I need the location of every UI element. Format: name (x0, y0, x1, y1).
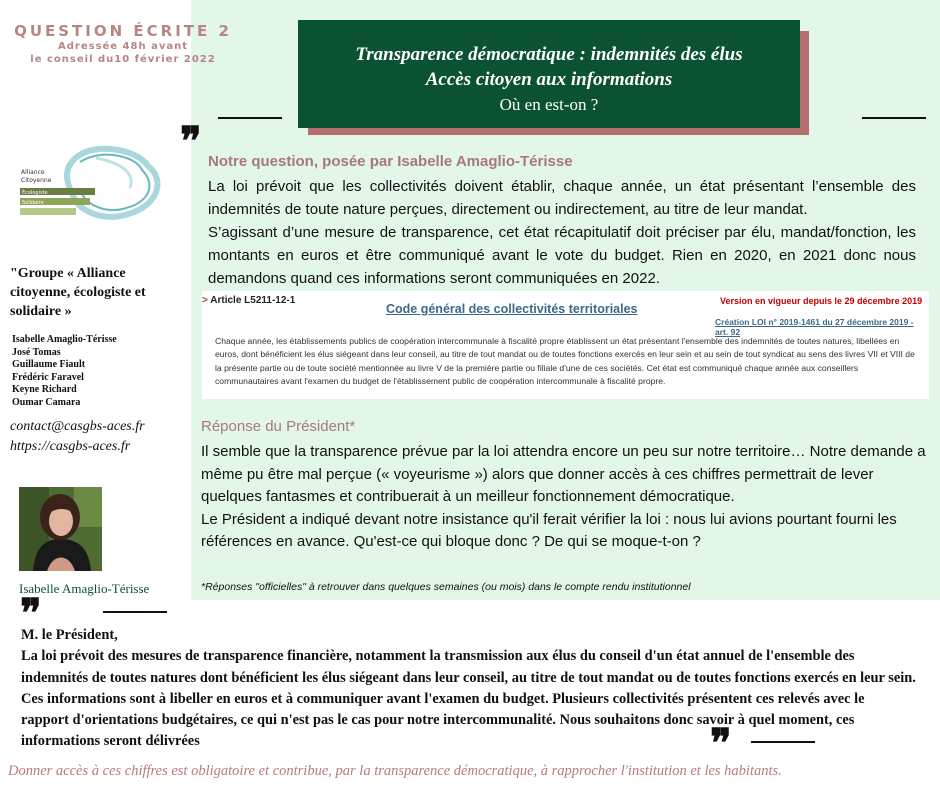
letter-rule-top (103, 611, 167, 613)
members-list (12, 334, 182, 409)
code-version: Version en vigueur depuis le 29 décembre 2019 (720, 296, 923, 306)
code-title[interactable]: Code général des collectivités territoriales (386, 302, 638, 316)
member-name: Oumar Camara (12, 396, 81, 408)
contact-email[interactable]: contact@casgbs-aces.fr (10, 419, 145, 434)
code-text: Chaque année, les établissements publics de coopération intercommunale à fiscalité propre établissent un état présentant l'ensemble des indemnités de toutes natures, libellées en euros, dont bénéficient les élus siégeant dans leur conseil, au titre de tout mandat ou de toutes fonctions exercés en leur sein et au sein de tout syndicat au sens des livres VII et VIII de la présente partie ou de toute société mentionnée au livre V de la première partie ou filiale d'une de ces sociétés. Cet état est communiqué chaque année aux conseillers communautaires avant l'examen du budget de l'établissement public de coopération intercommunale à fiscalité propre. (215, 336, 915, 386)
code-excerpt (202, 291, 929, 399)
member-name: José Tomas (12, 346, 61, 358)
member-name: Frédéric Faravel (12, 371, 84, 383)
question-heading: Notre question, posée par Isabelle Amaglio-Térisse (208, 153, 573, 170)
footer-statement: Donner accès à ces chiffres est obligatoire et contribue, par la transparence démocratique, à rapprocher l'institution et les habitants. (8, 763, 782, 779)
question-subtitle-1: Adressée 48h avant (58, 41, 188, 52)
article-number: Article L5211-12-1 (210, 295, 296, 306)
letter-text (21, 625, 916, 753)
title-line-1: Transparence démocratique : indemnités des élus (355, 44, 743, 65)
member-name: Keyne Richard (12, 384, 77, 395)
title-rule-left (218, 117, 282, 119)
response-body (201, 441, 929, 554)
question-paragraph: S’agissant d’une mesure de transparence, cet état récapitulatif doit préciser par élu, mandat/fonction, les montants en euros et être communiqué avant le vote du budget. Rien en 2020, en 2021 donc nous demandons quand ces informations seront communiquées en 2022. (208, 224, 916, 287)
logo-map-icon (18, 140, 168, 225)
logo-word-1: Alliance (21, 169, 45, 176)
code-article (202, 295, 295, 306)
group-name: "Groupe « Alliance citoyenne, écologiste et solidaire » (10, 266, 146, 319)
quote-icon: ❞ (710, 721, 732, 766)
response-paragraph: Il semble que la transparence prévue par la loi attendra encore un peu sur notre territoire… Notre demande a même pu être mal perçue (« voyeurisme ») alors que donner accès à ces chiffres permettrait de lever quelques fantasmes et contribuerait à un meilleur fonctionnement démocratique. (201, 443, 926, 506)
photo-caption: Isabelle Amaglio-Térisse (19, 581, 150, 596)
member-name: Isabelle Amaglio-Térisse (12, 334, 117, 345)
author-photo (19, 487, 102, 571)
title-line-3: Où en est-on ? (499, 95, 599, 114)
response-note: *Réponses "officielles" à retrouver dans quelques semaines (ou mois) dans le compte rendu institutionnel (201, 581, 691, 593)
portrait-image (19, 487, 102, 571)
question-subtitle-2: le conseil du10 février 2022 (30, 54, 216, 65)
contact-website[interactable]: https://casgbs-aces.fr (10, 439, 131, 454)
title-box (298, 20, 800, 128)
logo-word-2: Citoyenne (21, 177, 52, 184)
letter-body: La loi prévoit des mesures de transparence financière, notamment la transmission aux élus du conseil d'un état annuel de l'ensemble des indemnités de toutes natures dont bénéficient les élus siégeant dans leur conseil, au titre de tout mandat ou de toutes fonctions exercés en leur sein. Ces informations sont à libeller en euros et à communiquer avant l'examen du budget. Plusieurs collectivités présentent ces relevés avec le rapport d'orientations budgétaires, ce qui n'est pas le cas pour notre intercommunalité. Nous souhaitons donc savoir à quel moment, ces informations seront délivrées (21, 648, 916, 750)
question-label: QUESTION ÉCRITE 2 (14, 22, 232, 40)
contact-info (10, 417, 190, 457)
letter-rule-bottom (751, 741, 815, 743)
article-marker: > (202, 295, 208, 306)
letter-salutation: M. le Président, (21, 627, 118, 643)
response-paragraph: Le Président a indiqué devant notre insistance qu'il ferait vérifier la loi : nous lui avions pourtant fourni les références en avance. Qu'est-ce qui bloque donc ? De qui se moque-t-on ? (201, 510, 897, 551)
quote-icon: ❞ (20, 591, 42, 636)
member-name: Guillaume Fiault (12, 359, 86, 370)
logo-word-4: Solidaire (22, 200, 44, 206)
question-paragraph: La loi prévoit que les collectivités doivent établir, chaque année, un état présentant l’ensemble des indemnités de toute nature perçues, directement ou indirectement, au titre de leur mandat. (208, 178, 916, 218)
title-line-2: Accès citoyen aux informations (425, 69, 673, 90)
logo-word-3: Écologiste (22, 190, 48, 196)
question-header (8, 22, 238, 66)
title-rule-right (862, 117, 926, 119)
response-heading: Réponse du Président* (201, 418, 356, 435)
group-logo (18, 140, 168, 225)
code-creation-link[interactable]: Création LOI n° 2019-1461 du 27 décembre 2019 - art. 92 (715, 317, 914, 337)
question-body (208, 175, 916, 290)
quote-icon: ❞ (180, 119, 202, 164)
